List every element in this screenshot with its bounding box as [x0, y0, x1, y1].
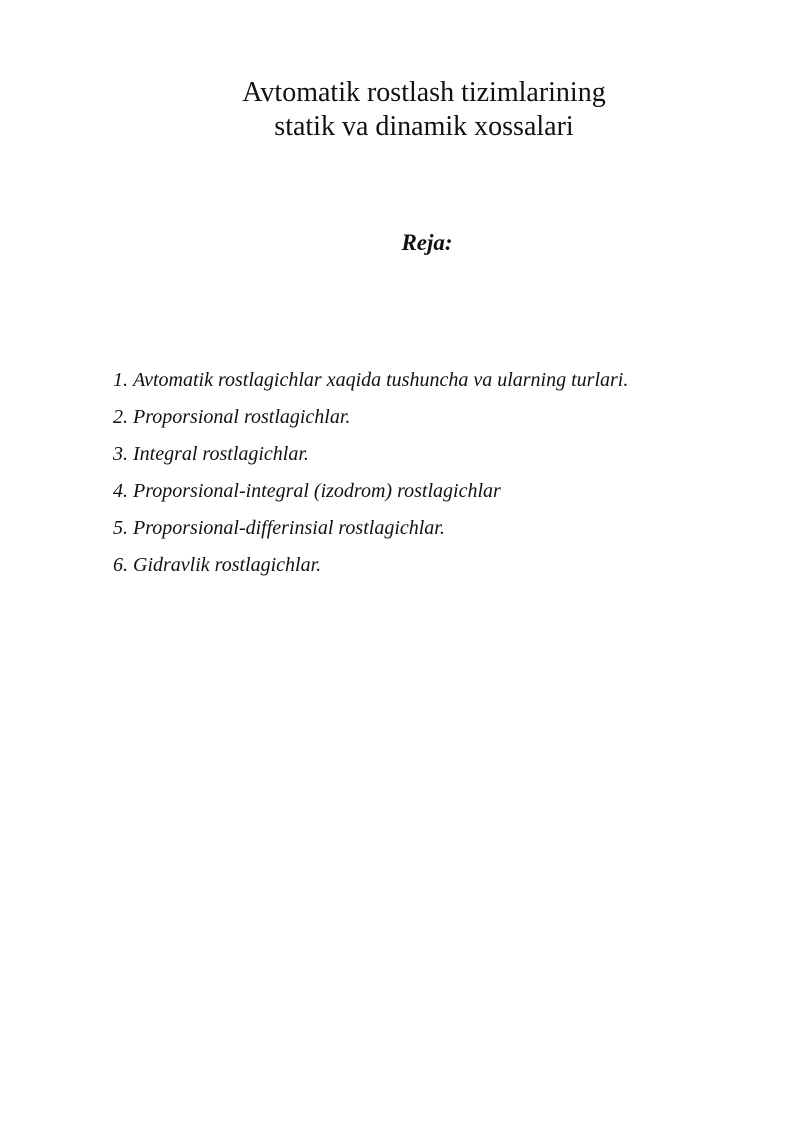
plan-item-number: 2. — [113, 406, 128, 428]
plan-item-3 — [113, 440, 628, 477]
plan-item-5 — [113, 514, 628, 551]
plan-item-text: Proporsional rostlagichlar. — [133, 406, 351, 428]
plan-item-4 — [113, 477, 628, 514]
plan-item-1 — [113, 366, 628, 403]
plan-item-number: 5. — [113, 517, 128, 539]
plan-item-text: Gidravlik rostlagichlar. — [133, 554, 322, 576]
plan-item-text: Proporsional-integral (izodrom) rostlagichlar — [133, 480, 501, 502]
plan-item-text: Avtomatik rostlagichlar xaqida tushuncha va ularning turlari. — [133, 369, 629, 391]
title-line-2: statik va dinamik xossalari — [274, 111, 574, 142]
plan-item-number: 1. — [113, 369, 128, 391]
plan-item-2 — [113, 403, 628, 440]
plan-list — [113, 366, 628, 588]
document-title — [0, 76, 800, 144]
plan-heading: Reja: — [401, 230, 453, 255]
plan-item-text: Integral rostlagichlar. — [133, 443, 309, 465]
plan-item-number: 3. — [113, 443, 128, 465]
plan-item-text: Proporsional-differinsial rostlagichlar. — [133, 517, 445, 539]
title-line-1: Avtomatik rostlash tizimlarining — [242, 77, 606, 108]
plan-item-number: 6. — [113, 554, 128, 576]
plan-item-number: 4. — [113, 480, 128, 502]
plan-item-6 — [113, 551, 628, 588]
